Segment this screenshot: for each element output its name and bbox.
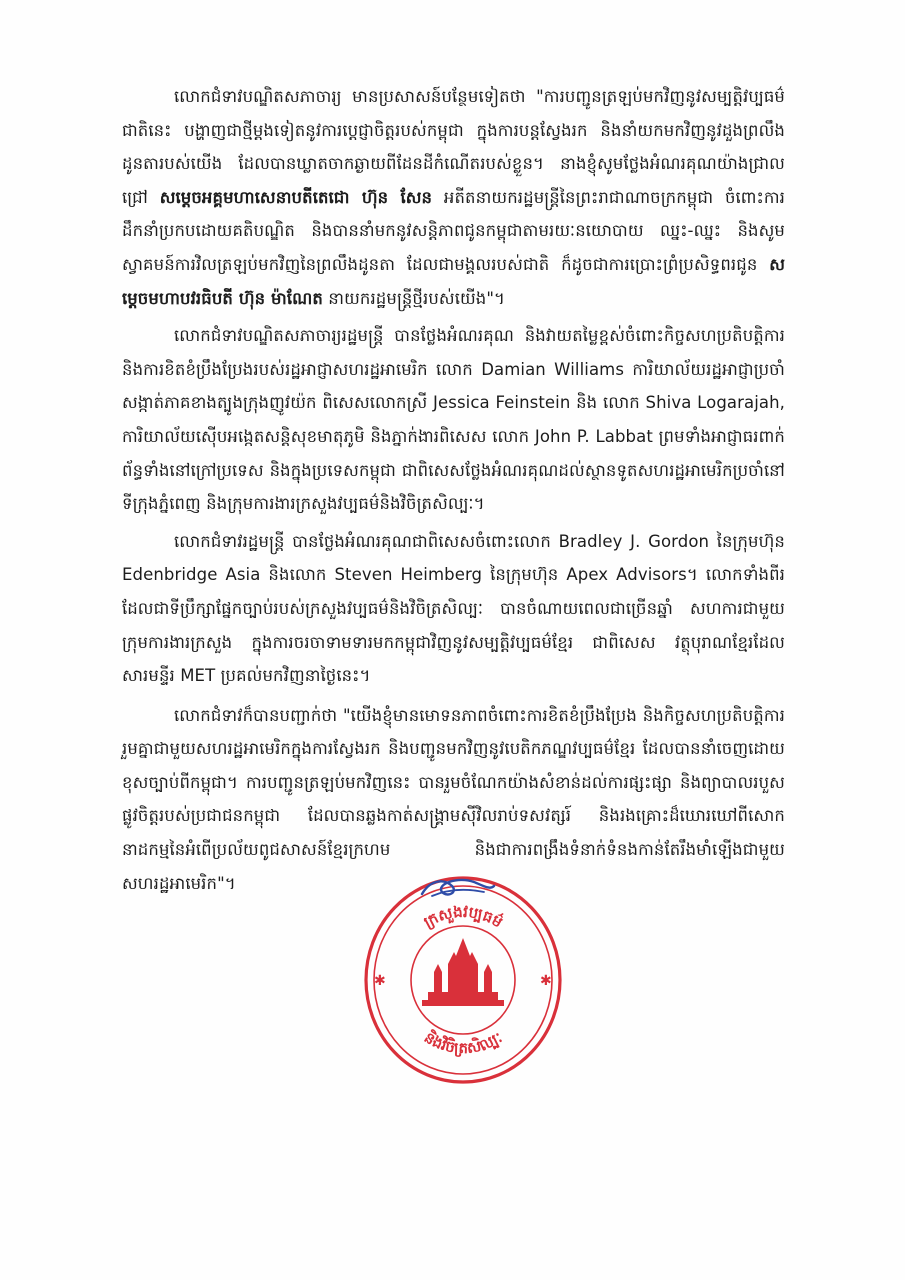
paragraph-1-text-end: នាយករដ្ឋមន្ត្រីថ្មីរបស់យើង"។ xyxy=(322,288,506,308)
seal-star-left-icon: ✱ xyxy=(374,973,386,989)
paragraph-3: លោកជំទាវរដ្ឋមន្ត្រី បានថ្លែងអំណរគុណជាពិសេសចំពោះលោក Bradley J. Gordon នៃក្រុមហ៊ុន Edenbridge Asia និងលោក Steven Heimberg នៃក្រុមហ៊ុន Apex Advisors។ លោកទាំងពីរ ដែលជាទីប្រឹក្សាផ្នែកច្បាប់របស់ក្រសួងវប្បធម៌និងវិចិត្រសិល្បៈ បានចំណាយពេលជាច្រើនឆ្នាំ សហការជាមួយក្រុមការងារក្រសួង ក្នុងការចរចាទាមទារមកកម្ពុជាវិញនូវសម្បត្តិវប្បធម៌ខ្មែរ ជាពិសេស វត្ថុបុរាណខ្មែរដែលសារមន្ទីរ MET ប្រគល់មកវិញនាថ្ងៃនេះ។ xyxy=(122,531,785,686)
seal-top-text: ក្រសួងវប្បធម៌ xyxy=(420,902,506,932)
seal-star-right-icon: ✱ xyxy=(540,973,552,989)
paragraph-1-text-middle: អតីតនាយករដ្ឋមន្ត្រីនៃព្រះរាជាណាចក្រកម្ពុជា ចំពោះការដឹកនាំប្រកបដោយគតិបណ្ឌិត និងបាននាំមកនូវសន្តិភាពជូនកម្ពុជាតាមរយៈនយោបាយ ឈ្នះ-ឈ្នះ និងសូមស្វាគមន៍ការវិលត្រឡប់មកវិញនៃព្រលឹងដូនតា ដែលជាមង្គលរបស់ជាតិ ក៏ដូចជាការប្រោះព្រំប្រសិទ្ធពរជូន xyxy=(122,187,785,274)
signature xyxy=(418,872,498,904)
bold-name-hun-manet: សម្តេចមហាបវរធិបតី ហ៊ុន ម៉ាណែត xyxy=(122,254,785,308)
seal-bottom-text: និងវិចិត្រសិល្បៈ xyxy=(421,1028,505,1058)
paragraph-4: លោកជំទាវក៏បានបញ្ជាក់ថា "យើងខ្ញុំមានមោទនភាពចំពោះការខិតខំប្រឹងប្រែង និងកិច្ចសហប្រតិបត្តិការរួមគ្នាជាមួយសហរដ្ឋអាមេរិកក្នុងការស្វែងរក និងបញ្ជូនមកវិញនូវបេតិកភណ្ឌវប្បធម៌ខ្មែរ ដែលបាននាំចេញដោយខុសច្បាប់ពីកម្ពុជា។ ការបញ្ជូនត្រឡប់មកវិញនេះ បានរួមចំណែកយ៉ាងសំខាន់ដល់ការផ្សះផ្សា និងព្យាបាលរបួសផ្លូវចិត្តរបស់ប្រជាជនកម្ពុជា ដែលបានឆ្លងកាត់សង្គ្រាមស៊ីវិលរាប់ទសវត្សរ៍ និងរងគ្រោះដ៏ឃោរឃៅពីសោកនាដកម្មនៃអំពើប្រល័យពូជសាសន៍ខ្មែរក្រហម និងជាការពង្រឹងទំនាក់ទំនងកាន់តែរឹងមាំឡើងជាមួយសហរដ្ឋអាមេរិក"។ xyxy=(122,705,785,893)
letter-body xyxy=(122,80,785,900)
paragraph-1-text-start: លោកជំទាវបណ្ឌិតសភាចារ្យ មានប្រសាសន៍បន្ថែមទៀតថា "ការបញ្ជូនត្រឡប់មកវិញនូវសម្បត្តិវប្បធម៌ជាតិនេះ បង្ហាញជាថ្មីម្តងទៀតនូវការប្តេជ្ញាចិត្តរបស់កម្ពុជា ក្នុងការបន្តស្វែងរក និងនាំយកមកវិញនូវដួងព្រលឹងដូនតារបស់យើង ដែលបានឃ្លាតចាកឆ្ងាយពីដែនដីកំណើតរបស់ខ្លួន។ នាងខ្ញុំសូមថ្លែងអំណរគុណយ៉ាងជ្រាលជ្រៅ xyxy=(122,87,785,207)
bold-name-hun-sen: សម្តេចអគ្គមហាសេនាបតីតេជោ ហ៊ុន សែន xyxy=(159,187,433,207)
paragraph-2: លោកជំទាវបណ្ឌិតសភាចារ្យរដ្ឋមន្ត្រី បានថ្លែងអំណរគុណ និងវាយតម្លៃខ្ពស់ចំពោះកិច្ចសហប្រតិបត្តិការ និងការខិតខំប្រឹងប្រែងរបស់រដ្ឋអាជ្ញាសហរដ្ឋអាមេរិក លោក Damian Williams ការិយាល័យរដ្ឋអាជ្ញាប្រចាំសង្កាត់ភាគខាងត្បូងក្រុងញូវយ៉ក ពិសេសលោកស្រី Jessica Feinstein និង លោក Shiva Logarajah, ការិយាល័យស៊ើបអង្កេតសន្តិសុខមាតុភូមិ និងភ្នាក់ងារពិសេស លោក John P. Labbat ព្រមទាំងអាជ្ញាធរពាក់ព័ន្ធទាំងនៅក្រៅប្រទេស និងក្នុងប្រទេសកម្ពុជា ជាពិសេសថ្លែងអំណរគុណដល់ស្ថានទូតសហរដ្ឋអាមេរិកប្រចាំនៅទីក្រុងភ្នំពេញ និងក្រុមការងារក្រសួងវប្បធម៌និងវិចិត្រសិល្បៈ។ xyxy=(122,326,785,514)
paragraph-1 xyxy=(122,80,785,315)
angkor-wat-emblem-icon xyxy=(422,938,504,1006)
